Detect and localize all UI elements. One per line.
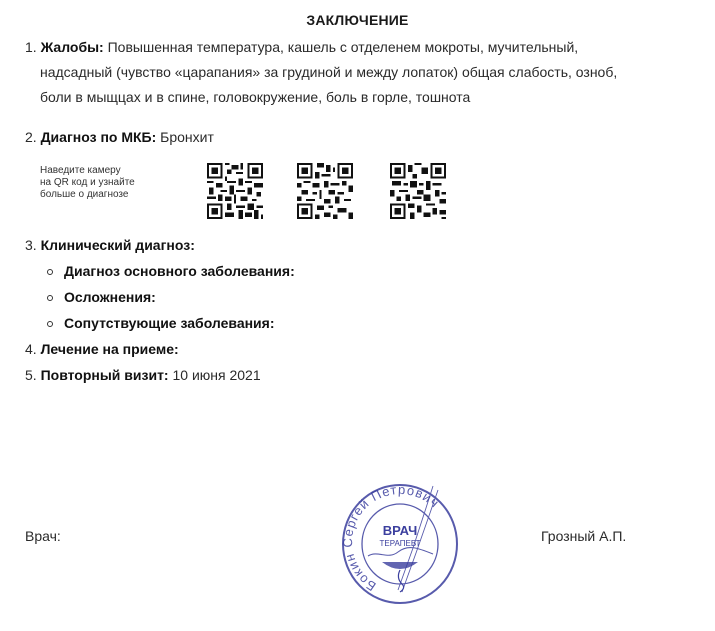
document-title: ЗАКЛЮЧЕНИЕ	[306, 12, 409, 28]
icd-diagnosis-label: Диагноз по МКБ:	[40, 129, 157, 145]
treatment-label: Лечение на приеме:	[40, 341, 179, 357]
doctor-stamp-icon	[338, 478, 463, 608]
svg-text:ТЕРАПЕВТ: ТЕРАПЕВТ	[379, 539, 421, 548]
clinical-diagnosis-label: Клинический диагноз:	[40, 237, 195, 253]
clinical-diagnosis-item	[25, 233, 195, 258]
main-disease-label: Диагноз основного заболевания:	[64, 259, 295, 284]
item-number: 4.	[25, 341, 37, 357]
qr-code-icon[interactable]	[207, 163, 263, 219]
qr-hint-text: Наведите камеру на QR код и узнайте больше о диагнозе	[40, 165, 135, 200]
complications-label: Осложнения:	[64, 285, 156, 310]
qr-code-icon[interactable]	[390, 163, 446, 219]
icd-diagnosis-value: Бронхит	[160, 129, 214, 145]
complaints-label: Жалобы:	[40, 39, 104, 55]
item-number: 1.	[25, 39, 37, 55]
complaints-text-line-3: боли в мыщцах и в спине, головокружение, боль в горле, тошнота	[40, 89, 471, 105]
comorbidities-label: Сопутствующие заболевания:	[64, 311, 275, 336]
doctor-label: Врач:	[25, 528, 61, 544]
item-number: 2.	[25, 129, 37, 145]
svg-text:Бокин Сергей Петрович: Бокин Сергей Петрович	[340, 481, 443, 595]
complaints-item	[25, 35, 695, 110]
item-number: 3.	[25, 237, 37, 253]
follow-up-item	[25, 363, 261, 388]
qr-code-icon[interactable]	[297, 163, 353, 219]
svg-text:ВРАЧ: ВРАЧ	[382, 523, 418, 538]
follow-up-label: Повторный визит:	[40, 367, 169, 383]
complaints-text-line-2: надсадный (чувство «царапания» за грудиной и между лопаток) общая слабость, озноб,	[40, 64, 618, 80]
treatment-item	[25, 337, 179, 362]
icd-diagnosis-item	[25, 125, 214, 150]
follow-up-date: 10 июня 2021	[172, 367, 261, 383]
item-number: 5.	[25, 367, 37, 383]
complaints-text-line-1: Повышенная температура, кашель с отделенем мокроты, мучительный,	[107, 39, 579, 55]
doctor-name: Грозный А.П.	[541, 528, 627, 544]
